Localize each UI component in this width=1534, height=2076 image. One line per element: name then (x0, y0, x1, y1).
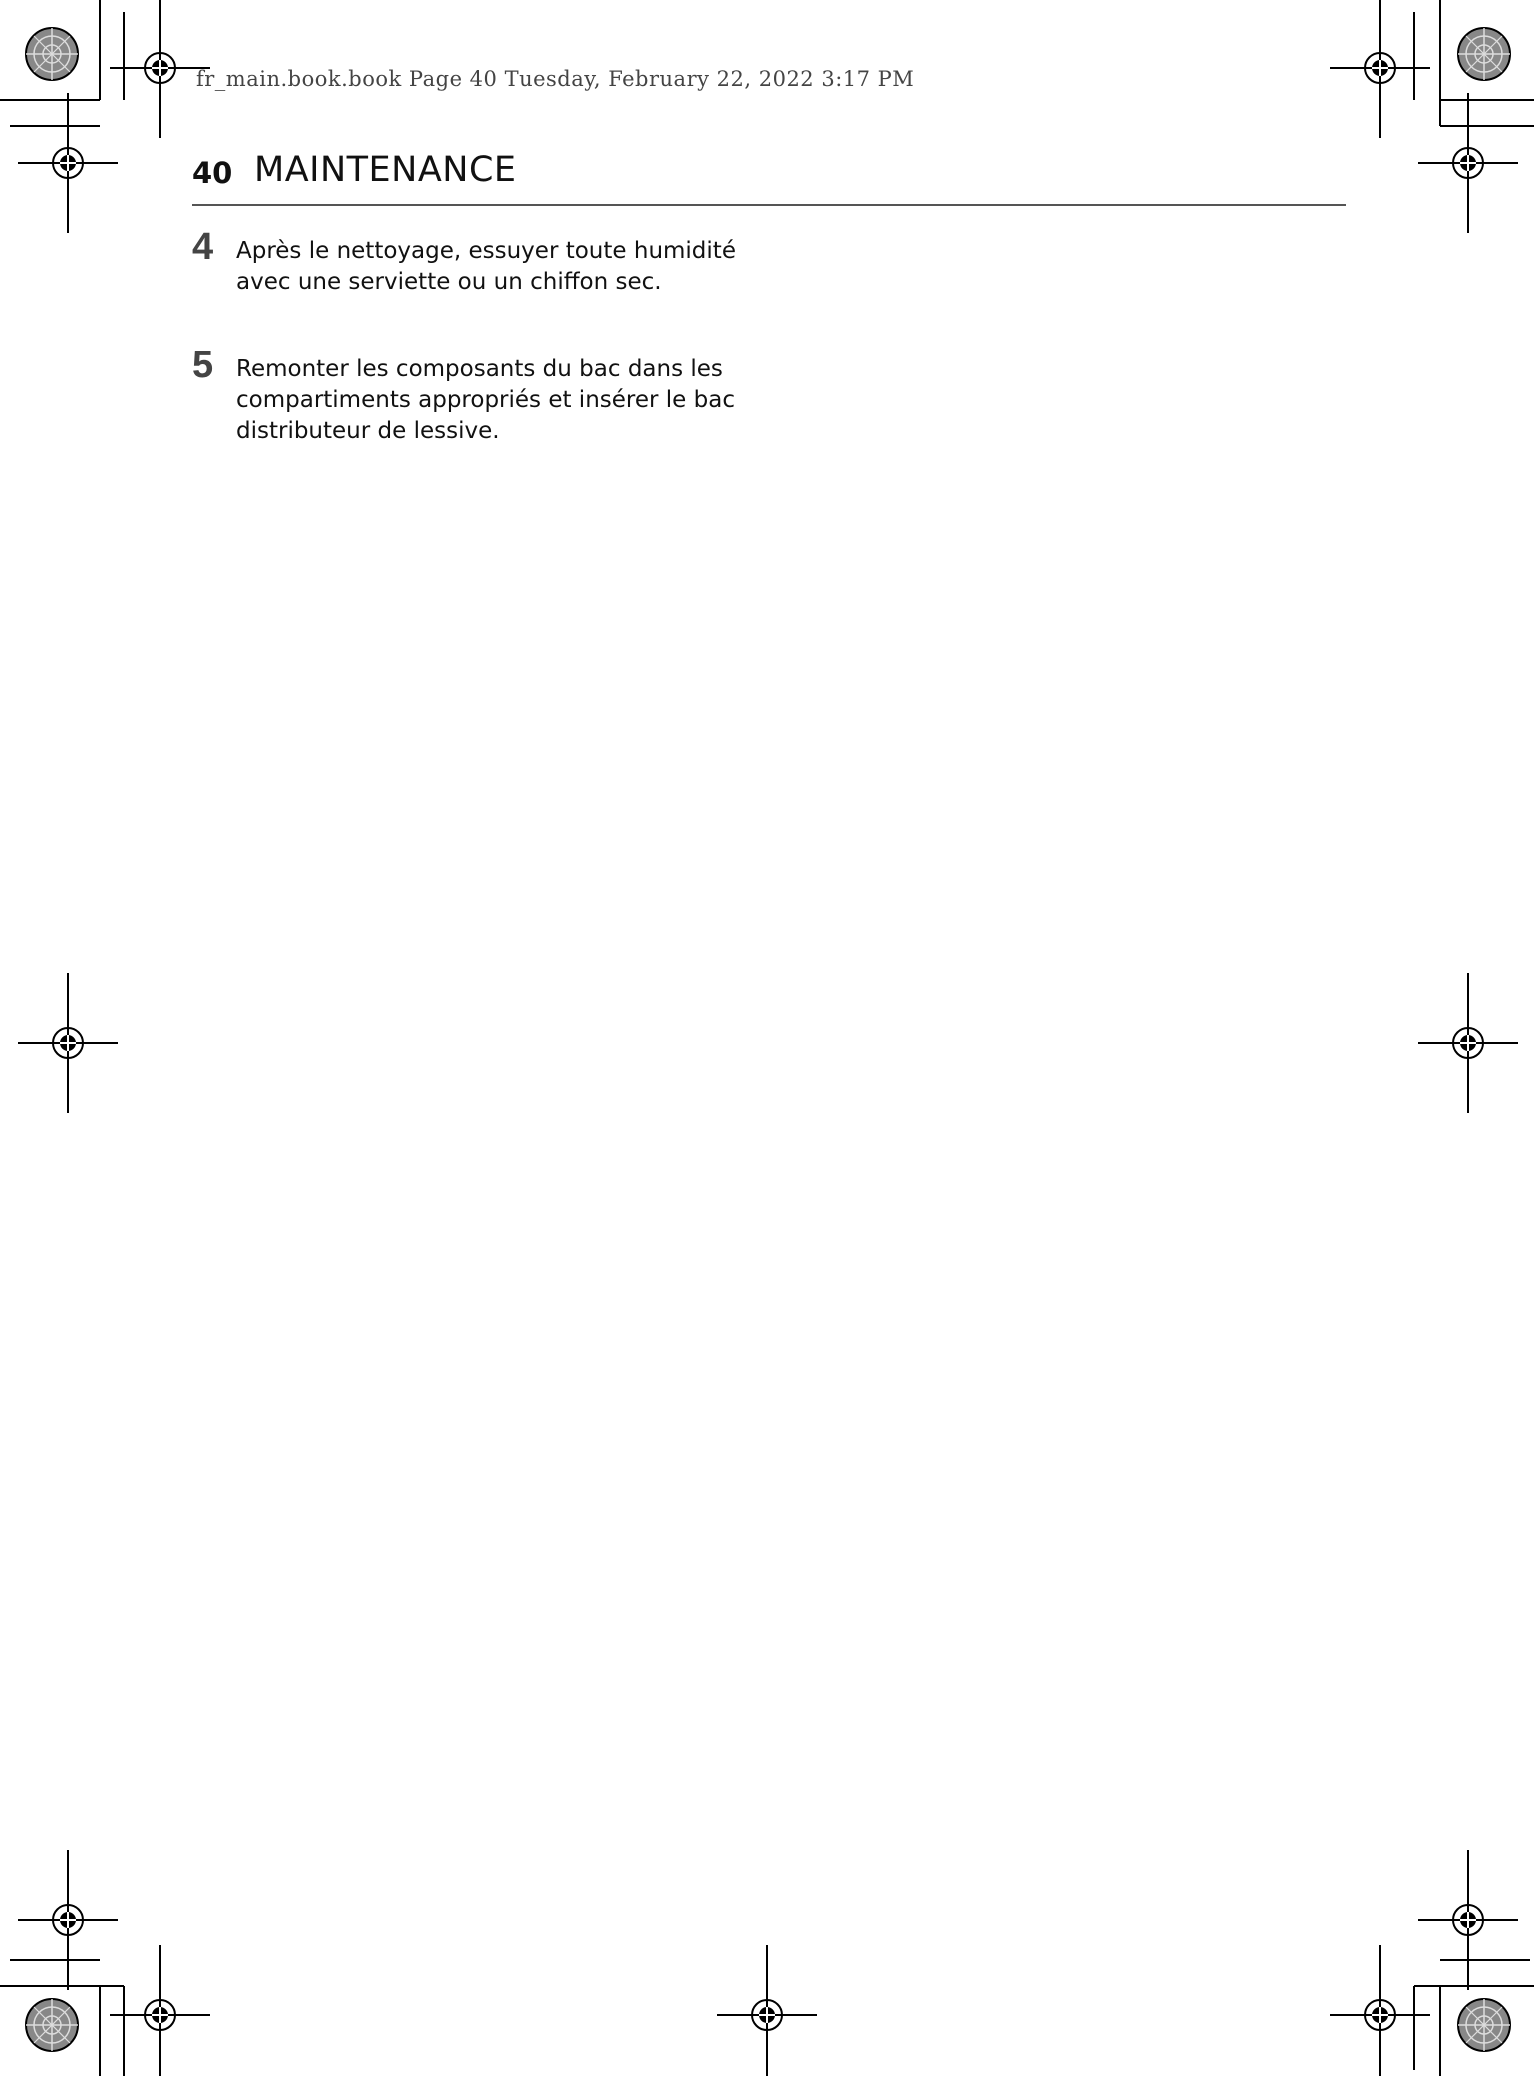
registration-crosshair-icon (717, 1945, 817, 2076)
registration-crosshair-icon (1418, 1850, 1518, 1990)
step-text: Remonter les composants du bac dans les compartiments appropriés et insérer le bac distributeur de lessive. (236, 356, 735, 444)
section-title: MAINTENANCE (254, 150, 517, 190)
color-registration-target-icon (1458, 28, 1510, 80)
color-registration-target-icon (1458, 1999, 1510, 2051)
registration-crosshair-icon (1418, 93, 1518, 233)
page-number: 40 (192, 156, 233, 190)
page-header (192, 150, 1346, 206)
step-text: Après le nettoyage, essuyer toute humidité avec une serviette ou un chiffon sec. (236, 238, 736, 295)
print-slug: fr_main.book.book Page 40 Tuesday, February 22, 2022 3:17 PM (196, 67, 915, 91)
step-number: 4 (192, 226, 214, 268)
registration-crosshair-icon (18, 1850, 118, 1990)
registration-crosshair-icon (1418, 973, 1518, 1113)
registration-crosshair-icon (18, 973, 118, 1113)
registration-crosshair-icon (18, 93, 118, 233)
step-number: 5 (192, 344, 214, 386)
color-registration-target-icon (26, 1999, 78, 2051)
color-registration-target-icon (26, 28, 78, 80)
